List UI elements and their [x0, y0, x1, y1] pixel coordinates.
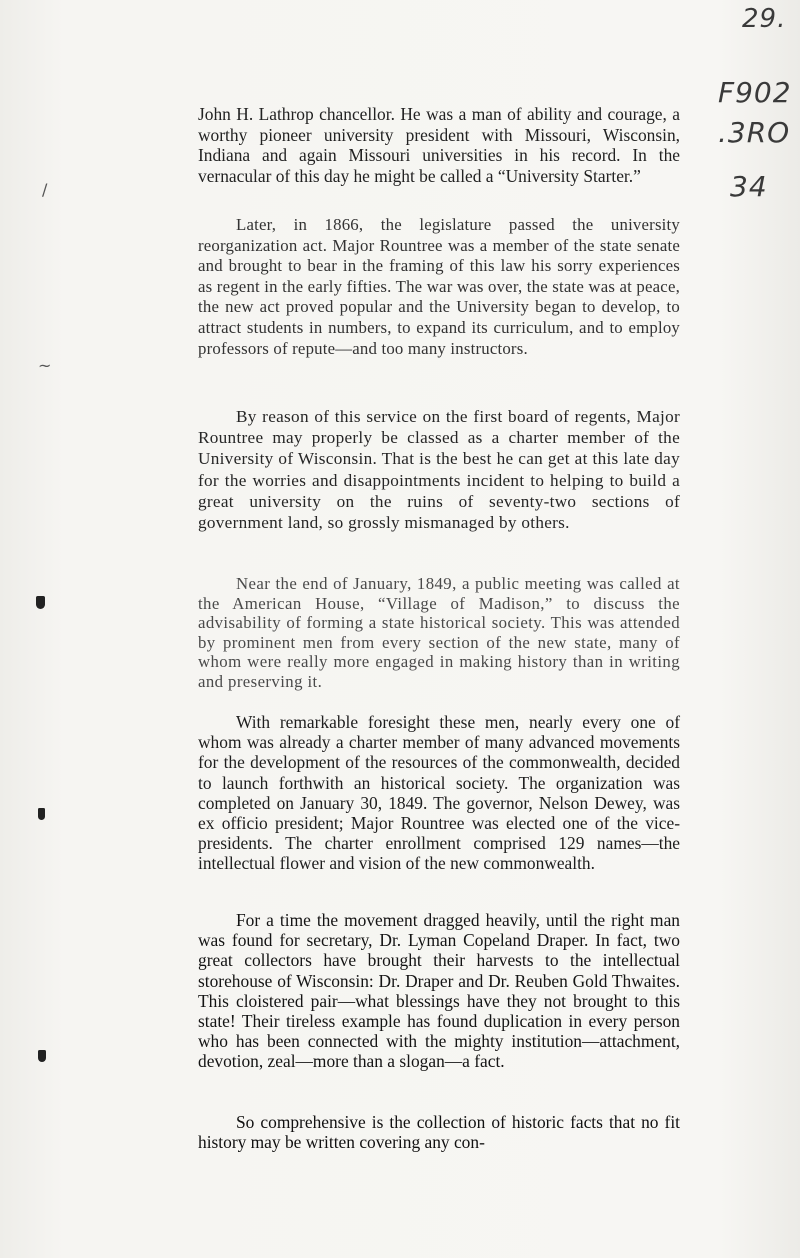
margin-punch-mark — [38, 808, 45, 820]
text-block — [198, 712, 680, 874]
handwritten-catalog-number: 34 — [730, 170, 768, 203]
text-block — [198, 406, 680, 533]
paragraph-board-of-regents: By reason of this service on the first board of regents, Major Rountree may properly be classed as a charter member of the University of Wisconsin. That is the best he can get at this late day for the worries and disappointments incident to helping to build a great university on the ruins of seventy-two sections of government land, so grossly mismanaged by others. — [198, 407, 680, 533]
paragraph-collection: So comprehensive is the collection of historic facts that no fit history may be written covering any con- — [198, 1112, 680, 1153]
paragraph-historical-society: With remarkable foresight these men, nearly every one of whom was already a charter member of many advanced movements for the development of the resources of the commonwealth, decided to launch forthwith an historical society. The organization was completed on January 30, 1849. The governor, Nelson Dewey, was ex officio president; Major Rountree was elected one of the vice-presidents. The charter enrollment comprised 129 names—the intellectual flower and vision of the new commonwealth. — [198, 712, 680, 874]
text-block — [198, 1112, 680, 1152]
margin-tick-mark: / — [42, 180, 48, 199]
handwritten-catalog-code-suffix: .3RO — [718, 116, 791, 149]
text-block — [198, 215, 680, 359]
margin-tick-mark: ~ — [38, 356, 52, 375]
handwritten-page-number: 29. — [742, 4, 787, 34]
paragraph-reorganization-act: Later, in 1866, the legislature passed the university reorganization act. Major Rountree was a member of the state senate and brought to bear in the framing of this law his sorry experiences as regent in the early fifties. The war was over, the state was at peace, the new act proved popular and the University began to develop, to attract students in numbers, to expand its curriculum, and to employ professors of repute—and too many instructors. — [198, 215, 680, 358]
text-block — [198, 574, 680, 692]
margin-punch-mark — [38, 1050, 46, 1062]
margin-punch-mark — [36, 596, 45, 609]
paragraph-lathrop: John H. Lathrop chancellor. He was a man of ability and courage, a worthy pioneer university president with Missouri, Wisconsin, Indiana and again Missouri universities in his record. In the vernacular of this day he might be called a “University Starter.” — [198, 104, 680, 186]
text-block — [198, 910, 680, 1072]
paragraph-public-meeting: Near the end of January, 1849, a public meeting was called at the American House, “Village of Madison,” to discuss the advisability of forming a state historical society. This was attended by prominent men from every section of the new state, many of whom were really more engaged in making history than in writing and preserving it. — [198, 574, 680, 691]
text-block — [198, 104, 680, 186]
paragraph-draper-thwaites: For a time the movement dragged heavily, until the right man was found for secretary, Dr. Lyman Copeland Draper. In fact, two great collectors have brought their harvests to the intellectual storehouse of Wisconsin: Dr. Draper and Dr. Reuben Gold Thwaites. This cloistered pair—what blessings have they not brought to this state! Their tireless example has found duplication in every person who has been connected with the mighty institution—attachment, devotion, zeal—more than a slogan—a fact. — [198, 910, 680, 1072]
handwritten-catalog-code: F902 — [718, 76, 792, 109]
